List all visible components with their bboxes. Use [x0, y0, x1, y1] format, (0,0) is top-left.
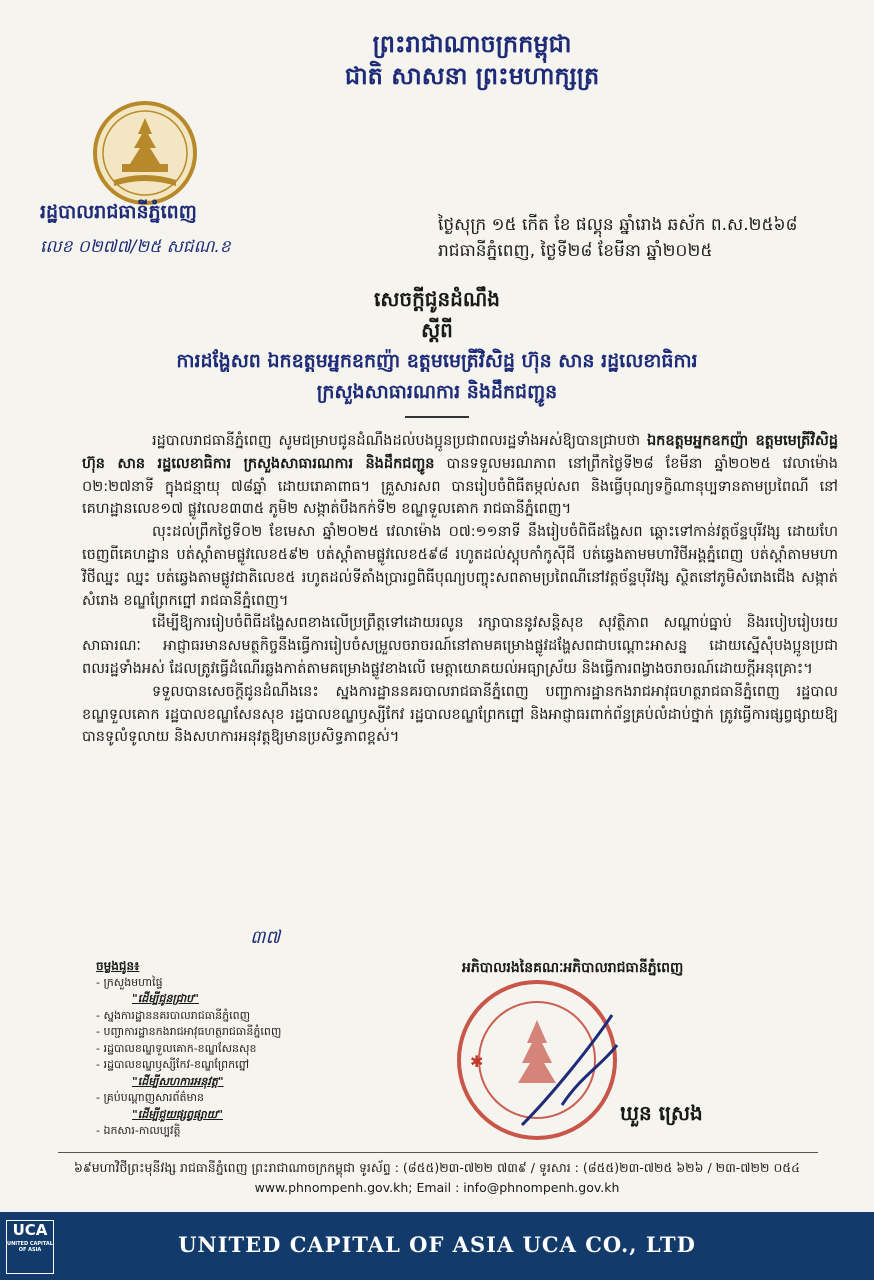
- solar-date: រាជធានីភ្នំពេញ, ថ្ងៃទី២៨ ខែមីនា ឆ្នាំ២០២៥: [438, 241, 713, 261]
- notice-title: [0, 284, 874, 408]
- footer-address: ៦៩មហាវិថីព្រះមុនីវង្ស រាជធានីភ្នំពេញ ព្រះរាជាណាចក្រកម្ពុជា ទូរស័ព្ទ : (៨៥៥)២៣-៧២២ ៧៣៩ / ទូរសារ : (៨៥៥)២៣-៧២៥ ៦២៦ / ២៣-៧២២ ០៥៤: [74, 1160, 800, 1175]
- notice-heading: សេចក្តីជូនដំណឹង: [374, 287, 500, 311]
- reference-number: លេខ ០២៧៧/២៥ សជណ.ខ: [40, 237, 231, 257]
- notice-subject-line1: ការដង្ហែសព ឯកឧត្តមអ្នកឧកញ៉ា ឧត្តមមេត្រីវិសិដ្ឋ ហ៊ុន សាន រដ្ឋលេខាធិការ: [176, 350, 698, 372]
- copy-to-list: [96, 958, 281, 1140]
- footer-contact: [0, 1158, 874, 1198]
- kingdom-title: ព្រះរាជាណាចក្រកម្ពុជា: [372, 30, 572, 58]
- paragraph-3: ដើម្បីឱ្យការរៀបចំពិធីដង្ហែសពខាងលើប្រព្រឹត្តទៅដោយរលូន រក្សាបាននូវសន្តិសុខ សុវត្ថិភាព សណ្តាប់ធ្នាប់ និងរបៀបរៀបរយសាធារណៈ អាជ្ញាធរមានសមត្ថកិច្ចនឹងធ្វើការរៀបចំសម្រួលចរាចរណ៍នៅតាមគម្រោងផ្លូវដង្ហែសពជាបណ្តោះអាសន្ន ដោយស្នើសុំបងប្អូនប្រជាពលរដ្ឋទាំងអស់ ដែលត្រូវធ្វើដំណើរឆ្លងកាត់តាមគម្រោងផ្លូវខាងលើ មេត្តាយោគយល់អធ្យាស្រ័យ និងធ្វើការពង្វាងចរាចរណ៍ដោយក្តីអនុគ្រោះ។: [82, 615, 838, 677]
- date-block: [438, 212, 798, 264]
- cc-item: - រដ្ឋបាលខណ្ឌឫស្សីកែវ-ខណ្ឌព្រែកព្នៅ: [96, 1058, 250, 1071]
- cc-item-note: "ដើម្បីជួយផ្សព្វផ្សាយ": [132, 1107, 223, 1121]
- paragraph-1-intro: រដ្ឋបាលរាជធានីភ្នំពេញ សូមជម្រាបជូនដំណឹងដល់បងប្អូនប្រជាពលរដ្ឋទាំងអស់ឱ្យបានជ្រាបថា: [152, 433, 647, 449]
- paragraph-1-details: បានទទួលមរណភាព នៅព្រឹកថ្ងៃទី២៨ ខែមីនា ឆ្នាំ២០២៥ វេលាម៉ោង ០២:២៧នាទី ក្នុងជន្មាយុ ៧៨ឆ្នាំ ដោយរោគាពាធ។ គ្រួសារសព បានរៀបចំពិធីតម្កល់សព និងធ្វើបុណ្យទក្ខិណានុប្បទានតាមប្រពៃណី នៅគេហដ្ឋានលេខ១៧ ផ្លូវលេខ៣៣៥ ភូមិ២ សង្កាត់បឹងកក់ទី២ ខណ្ឌទួលគោក រាជធានីភ្នំពេញ។: [82, 455, 838, 518]
- notice-subject-line2: ក្រសួងសាធារណការ និងដឹកជញ្ជូន: [316, 381, 558, 403]
- national-motto: ជាតិ សាសនា ព្រះមហាក្សត្រ: [344, 62, 600, 90]
- deceased-name: ឯកឧត្តមអ្នកឧកញ៉ា ឧត្តមមេត្រីវិសិដ្ឋ ហ៊ុន សាន រដ្ឋលេខាធិការ ក្រសួងសាធារណការ និងដឹកជញ្ជូន: [82, 433, 838, 472]
- cc-item: - គ្រប់បណ្តាញសារព័ត៌មាន: [96, 1091, 204, 1104]
- notice-body: [82, 430, 838, 749]
- cc-item-note: "ដើម្បីជូនជ្រាប": [132, 992, 199, 1005]
- cc-item: - ឯកសារ-កាលប្បវត្តិ: [96, 1124, 181, 1137]
- phnom-penh-emblem-icon: [92, 100, 198, 206]
- title-divider: [405, 416, 469, 418]
- kingdom-header: [0, 28, 874, 92]
- logo-subtext: UNITED CAPITAL OF ASIA: [7, 1241, 53, 1253]
- paragraph-4: ទទួលបានសេចក្តីជូនដំណឹងនេះ ស្នងការដ្ឋាននគរបាលរាជធានីភ្នំពេញ បញ្ជាការដ្ឋានកងរាជអាវុធហត្ថរាជធានីភ្នំពេញ រដ្ឋបាលខណ្ឌទួលគោក រដ្ឋបាលខណ្ឌសែនសុខ រដ្ឋបាលខណ្ឌឫស្សីកែវ រដ្ឋបាលខណ្ឌព្រែកព្នៅ និងអាជ្ញាធរពាក់ព័ន្ធគ្រប់លំដាប់ថ្នាក់ ត្រូវធ្វើការផ្សព្វផ្សាយឱ្យបានទូលំទូលាយ និងសហការអនុវត្តឱ្យមានប្រសិទ្ធភាពខ្ពស់។: [82, 683, 838, 746]
- paragraph-2: លុះដល់ព្រឹកថ្ងៃទី០២ ខែមេសា ឆ្នាំ២០២៥ វេលាម៉ោង ០៧:១១នាទី នឹងរៀបចំពិធីដង្ហែសព ឆ្ពោះទៅកាន់វត្តច័ន្ទបុរីវង្ស ដោយហែចេញពីគេហដ្ឋាន បត់ស្តាំតាមផ្លូវលេខ៥៩២ បត់ស្តាំតាមផ្លូវលេខ៥៩៨ រហូតដល់ស្តុបកាំកូស៊ីជី បត់ឆ្វេងតាមមហាវិថីអង្គភ្នំពេញ បត់ស្តាំតាមមហាវិថីឈ្នះ ឈ្នះ បត់ឆ្វេងតាមផ្លូវជាតិលេខ៥ រហូតដល់ទីតាំងប្រារព្ធពិធីបុណ្យបញ្ចុះសពតាមប្រពៃណីនៅវត្តច័ន្ទបុរីវង្ស ស្ថិតនៅភូមិសំរោងជើង សង្កាត់សំរោង ខណ្ឌព្រែកព្នៅ រាជធានីភ្នំពេញ។: [82, 524, 838, 609]
- official-stamp-icon: [452, 975, 622, 1145]
- lunar-date: ថ្ងៃសុក្រ ១៥ កើត ខែ ផល្គុន ឆ្នាំរោង ឆស័ក ព.ស.២៥៦៨: [438, 215, 798, 235]
- logo-text: UCA: [12, 1221, 48, 1239]
- cc-item: - ក្រសួងមហាផ្ទៃ: [96, 975, 163, 989]
- company-banner: [0, 1212, 874, 1280]
- cc-item: - រដ្ឋបាលខណ្ឌទួលគោក-ខណ្ឌសែនសុខ: [96, 1041, 257, 1055]
- company-name: UNITED CAPITAL OF ASIA UCA CO., LTD: [178, 1232, 696, 1257]
- cc-item: - ស្នងការដ្ឋាននគរបាលរាជធានីភ្នំពេញ: [96, 1008, 251, 1022]
- copy-to-heading: ចម្លងជូន៖: [96, 959, 140, 973]
- cc-item: - បញ្ជាការដ្ឋានកងរាជអាវុធហត្ថរាជធានីភ្នំពេញ: [96, 1025, 282, 1038]
- handwritten-number: ៣៧: [250, 927, 281, 948]
- footer-web: www.phnompenh.gov.kh; Email : info@phnompenh.gov.kh: [254, 1180, 620, 1195]
- svg-text:✱: ✱: [470, 1052, 484, 1071]
- signer-title: អភិបាលរងនៃគណៈអភិបាលរាជធានីភ្នំពេញ: [462, 960, 684, 976]
- footer-divider: [58, 1152, 818, 1153]
- notice-about: ស្តីពី: [421, 318, 453, 342]
- paragraph-1: [82, 430, 838, 521]
- cc-item-note: "ដើម្បីសហការអនុវត្ត": [132, 1074, 224, 1088]
- signer-name: ឃួន ស្រេង: [620, 1101, 703, 1125]
- issuing-authority: រដ្ឋបាលរាជធានីភ្នំពេញ: [40, 201, 197, 223]
